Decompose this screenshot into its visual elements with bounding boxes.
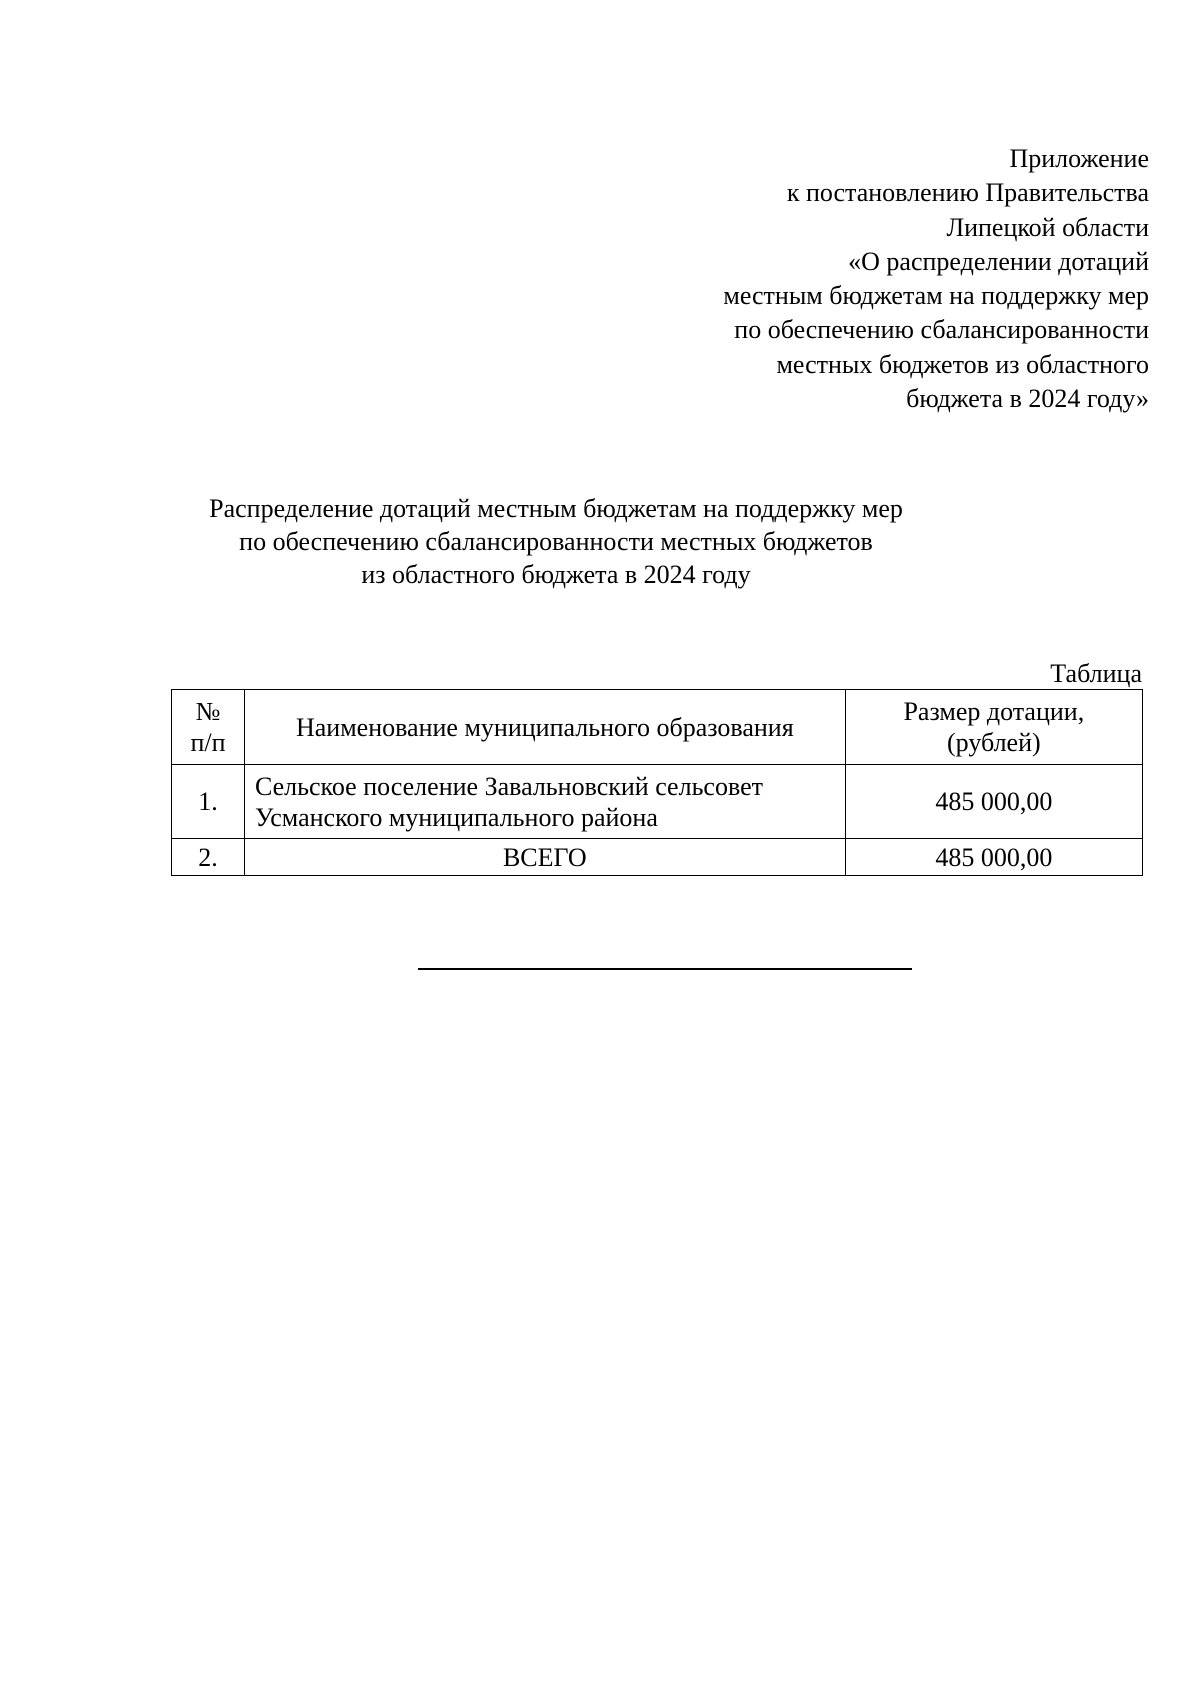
total-amount: 485 000,00	[845, 839, 1142, 876]
header-municipality: Наименование муниципального образования	[244, 690, 845, 765]
appendix-line: местных бюджетов из областного	[776, 349, 1149, 379]
closing-rule	[418, 968, 912, 970]
appendix-line: местным бюджетам на поддержку мер	[723, 281, 1149, 311]
row-amount: 485 000,00	[845, 765, 1142, 839]
header-number-abbr: п/п	[190, 728, 226, 757]
municipality-line: Усманского муниципального района	[254, 802, 658, 832]
table-header-row	[172, 690, 1143, 765]
header-number-symbol: №	[195, 697, 221, 726]
header-amount-title: Размер дотации,	[903, 697, 1085, 726]
table-row	[172, 765, 1143, 839]
appendix-line: Приложение	[1009, 144, 1149, 173]
document-title	[176, 492, 936, 591]
municipality-line: Сельское поселение Завальновский сельсовет	[254, 771, 763, 801]
row-municipality	[244, 765, 845, 839]
title-line: по обеспечению сбалансированности местных бюджетов	[239, 527, 873, 556]
distribution-table	[171, 689, 1143, 876]
header-number	[172, 690, 245, 765]
title-line: Распределение дотаций местным бюджетам на поддержку мер	[209, 494, 903, 523]
row-number: 1.	[172, 765, 245, 839]
row-number: 2.	[172, 839, 245, 876]
total-label: ВСЕГО	[244, 839, 845, 876]
appendix-line: по обеспечению сбалансированности	[734, 315, 1149, 345]
appendix-header	[449, 142, 1149, 416]
appendix-line: к постановлению Правительства	[786, 178, 1149, 208]
header-amount-unit: (рублей)	[947, 728, 1041, 757]
appendix-line: «О распределении дотаций	[848, 246, 1149, 276]
header-amount	[845, 690, 1142, 765]
title-line: из областного бюджета в 2024 году	[361, 560, 751, 589]
table-label: Таблица	[1050, 659, 1142, 688]
appendix-line: Липецкой области	[946, 212, 1149, 242]
appendix-line: бюджета в 2024 году»	[906, 384, 1149, 414]
table-total-row	[172, 839, 1143, 876]
